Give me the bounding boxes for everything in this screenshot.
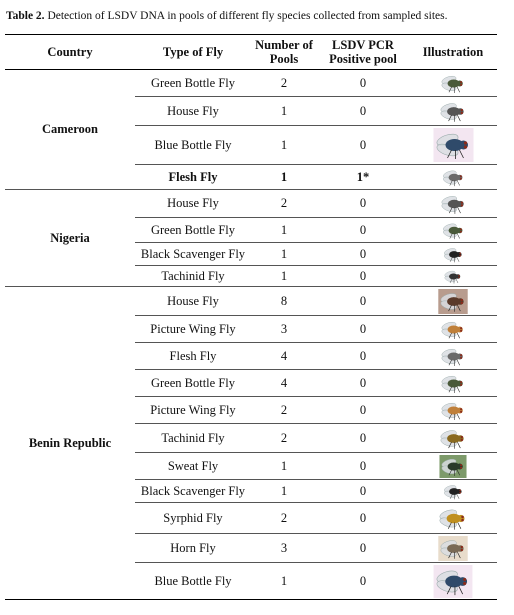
pools-cell: 1 (251, 97, 317, 126)
table-row (5, 287, 497, 316)
positive-pool-cell: 0 (317, 534, 409, 563)
caption-label: Table 2. (6, 10, 45, 22)
fly-type-cell: Green Bottle Fly (135, 70, 251, 97)
pools-cell: 2 (251, 397, 317, 424)
green-bottle-fly-photo (441, 220, 466, 241)
positive-pool-cell: 0 (317, 503, 409, 534)
pools-cell: 4 (251, 370, 317, 397)
positive-pool-cell: 0 (317, 97, 409, 126)
fly-type-cell: Black Scavenger Fly (135, 480, 251, 503)
fly-type-cell: Sweat Fly (135, 453, 251, 480)
header-country: Country (5, 35, 135, 70)
fly-type-cell: Flesh Fly (135, 165, 251, 190)
pools-cell: 1 (251, 266, 317, 287)
picture-wing-fly-photo (439, 399, 467, 422)
caption-text: Detection of LSDV DNA in pools of different fly species collected from sampled sites. (47, 10, 448, 22)
illustration-cell (409, 563, 497, 600)
pools-cell: 1 (251, 480, 317, 503)
header-pcr-line2: Positive pool (329, 52, 397, 66)
country-cell: Benin Republic (5, 287, 135, 600)
fly-type-cell: Black Scavenger Fly (135, 243, 251, 266)
illustration-cell (409, 453, 497, 480)
positive-pool-cell: 0 (317, 287, 409, 316)
fly-type-cell: House Fly (135, 190, 251, 218)
tachinid-fly-photo (438, 426, 468, 451)
black-scavenger-fly-photo (442, 482, 465, 501)
illustration-cell (409, 287, 497, 316)
flesh-fly-photo (441, 167, 466, 188)
positive-pool-cell: 0 (317, 70, 409, 97)
header-pools-line2: Pools (269, 52, 299, 66)
illustration-cell (409, 165, 497, 190)
house-fly-photo (439, 192, 468, 216)
tachinid-fly-photo (443, 268, 463, 285)
pools-cell: 2 (251, 424, 317, 453)
table-body (5, 70, 497, 600)
pools-cell: 2 (251, 190, 317, 218)
pools-cell: 2 (251, 70, 317, 97)
pools-cell: 1 (251, 453, 317, 480)
illustration-cell (409, 70, 497, 97)
fly-type-cell: Green Bottle Fly (135, 370, 251, 397)
illustration-cell (409, 397, 497, 424)
illustration-cell (409, 126, 497, 165)
header-pools-line1: Number of (255, 38, 313, 52)
fly-type-cell: Blue Bottle Fly (135, 126, 251, 165)
positive-pool-cell: 0 (317, 453, 409, 480)
positive-pool-cell: 0 (317, 126, 409, 165)
pools-cell: 3 (251, 534, 317, 563)
fly-type-cell: Blue Bottle Fly (135, 563, 251, 600)
pools-cell: 4 (251, 343, 317, 370)
fly-type-cell: Tachinid Fly (135, 424, 251, 453)
positive-pool-cell: 0 (317, 343, 409, 370)
house-fly-photo (438, 99, 468, 124)
table-caption (6, 10, 448, 22)
pools-cell: 1 (251, 165, 317, 190)
illustration-cell (409, 190, 497, 218)
positive-pool-cell: 0 (317, 370, 409, 397)
table-row (5, 70, 497, 97)
picture-wing-fly-photo (439, 318, 467, 341)
pools-cell: 1 (251, 126, 317, 165)
pools-cell: 1 (251, 218, 317, 243)
blue-bottle-fly-photo (433, 128, 474, 162)
positive-pool-cell: 0 (317, 266, 409, 287)
header-pcr (317, 35, 409, 70)
fly-type-cell: House Fly (135, 97, 251, 126)
green-bottle-fly-photo (439, 372, 467, 395)
table-row (5, 190, 497, 218)
fly-type-cell: Tachinid Fly (135, 266, 251, 287)
pools-cell: 3 (251, 316, 317, 343)
illustration-cell (409, 480, 497, 503)
header-type: Type of Fly (135, 35, 251, 70)
illustration-cell (409, 218, 497, 243)
header-pcr-line1: LSDV PCR (332, 38, 394, 52)
fly-type-cell: Green Bottle Fly (135, 218, 251, 243)
illustration-cell (409, 424, 497, 453)
horn-fly-photo (438, 536, 468, 561)
illustration-cell (409, 343, 497, 370)
fly-type-cell: House Fly (135, 287, 251, 316)
illustration-cell (409, 503, 497, 534)
fly-type-cell: Horn Fly (135, 534, 251, 563)
pools-cell: 1 (251, 243, 317, 266)
positive-pool-cell: 0 (317, 243, 409, 266)
fly-type-cell: Syrphid Fly (135, 503, 251, 534)
positive-pool-cell: 1* (317, 165, 409, 190)
positive-pool-cell: 0 (317, 190, 409, 218)
positive-pool-cell: 0 (317, 316, 409, 343)
black-scavenger-fly-photo (442, 245, 465, 264)
positive-pool-cell: 0 (317, 480, 409, 503)
header-pools (251, 35, 317, 70)
fly-detection-table (5, 34, 497, 600)
pools-cell: 8 (251, 287, 317, 316)
house-fly-photo (438, 289, 468, 314)
header-illustration: Illustration (409, 35, 497, 70)
illustration-cell (409, 243, 497, 266)
positive-pool-cell: 0 (317, 563, 409, 600)
positive-pool-cell: 0 (317, 397, 409, 424)
fly-type-cell: Picture Wing Fly (135, 397, 251, 424)
green-bottle-fly-photo (439, 72, 467, 95)
country-cell: Cameroon (5, 70, 135, 190)
blue-bottle-fly-photo (433, 565, 473, 598)
illustration-cell (409, 370, 497, 397)
pools-cell: 2 (251, 503, 317, 534)
syrphid-fly-photo (437, 505, 469, 532)
positive-pool-cell: 0 (317, 218, 409, 243)
table-header-row (5, 35, 497, 70)
positive-pool-cell: 0 (317, 424, 409, 453)
fly-type-cell: Flesh Fly (135, 343, 251, 370)
country-cell: Nigeria (5, 190, 135, 287)
sweat-fly-photo (439, 455, 467, 478)
illustration-cell (409, 266, 497, 287)
pools-cell: 1 (251, 563, 317, 600)
illustration-cell (409, 316, 497, 343)
fly-type-cell: Picture Wing Fly (135, 316, 251, 343)
flesh-fly-photo (439, 345, 467, 368)
illustration-cell (409, 97, 497, 126)
illustration-cell (409, 534, 497, 563)
